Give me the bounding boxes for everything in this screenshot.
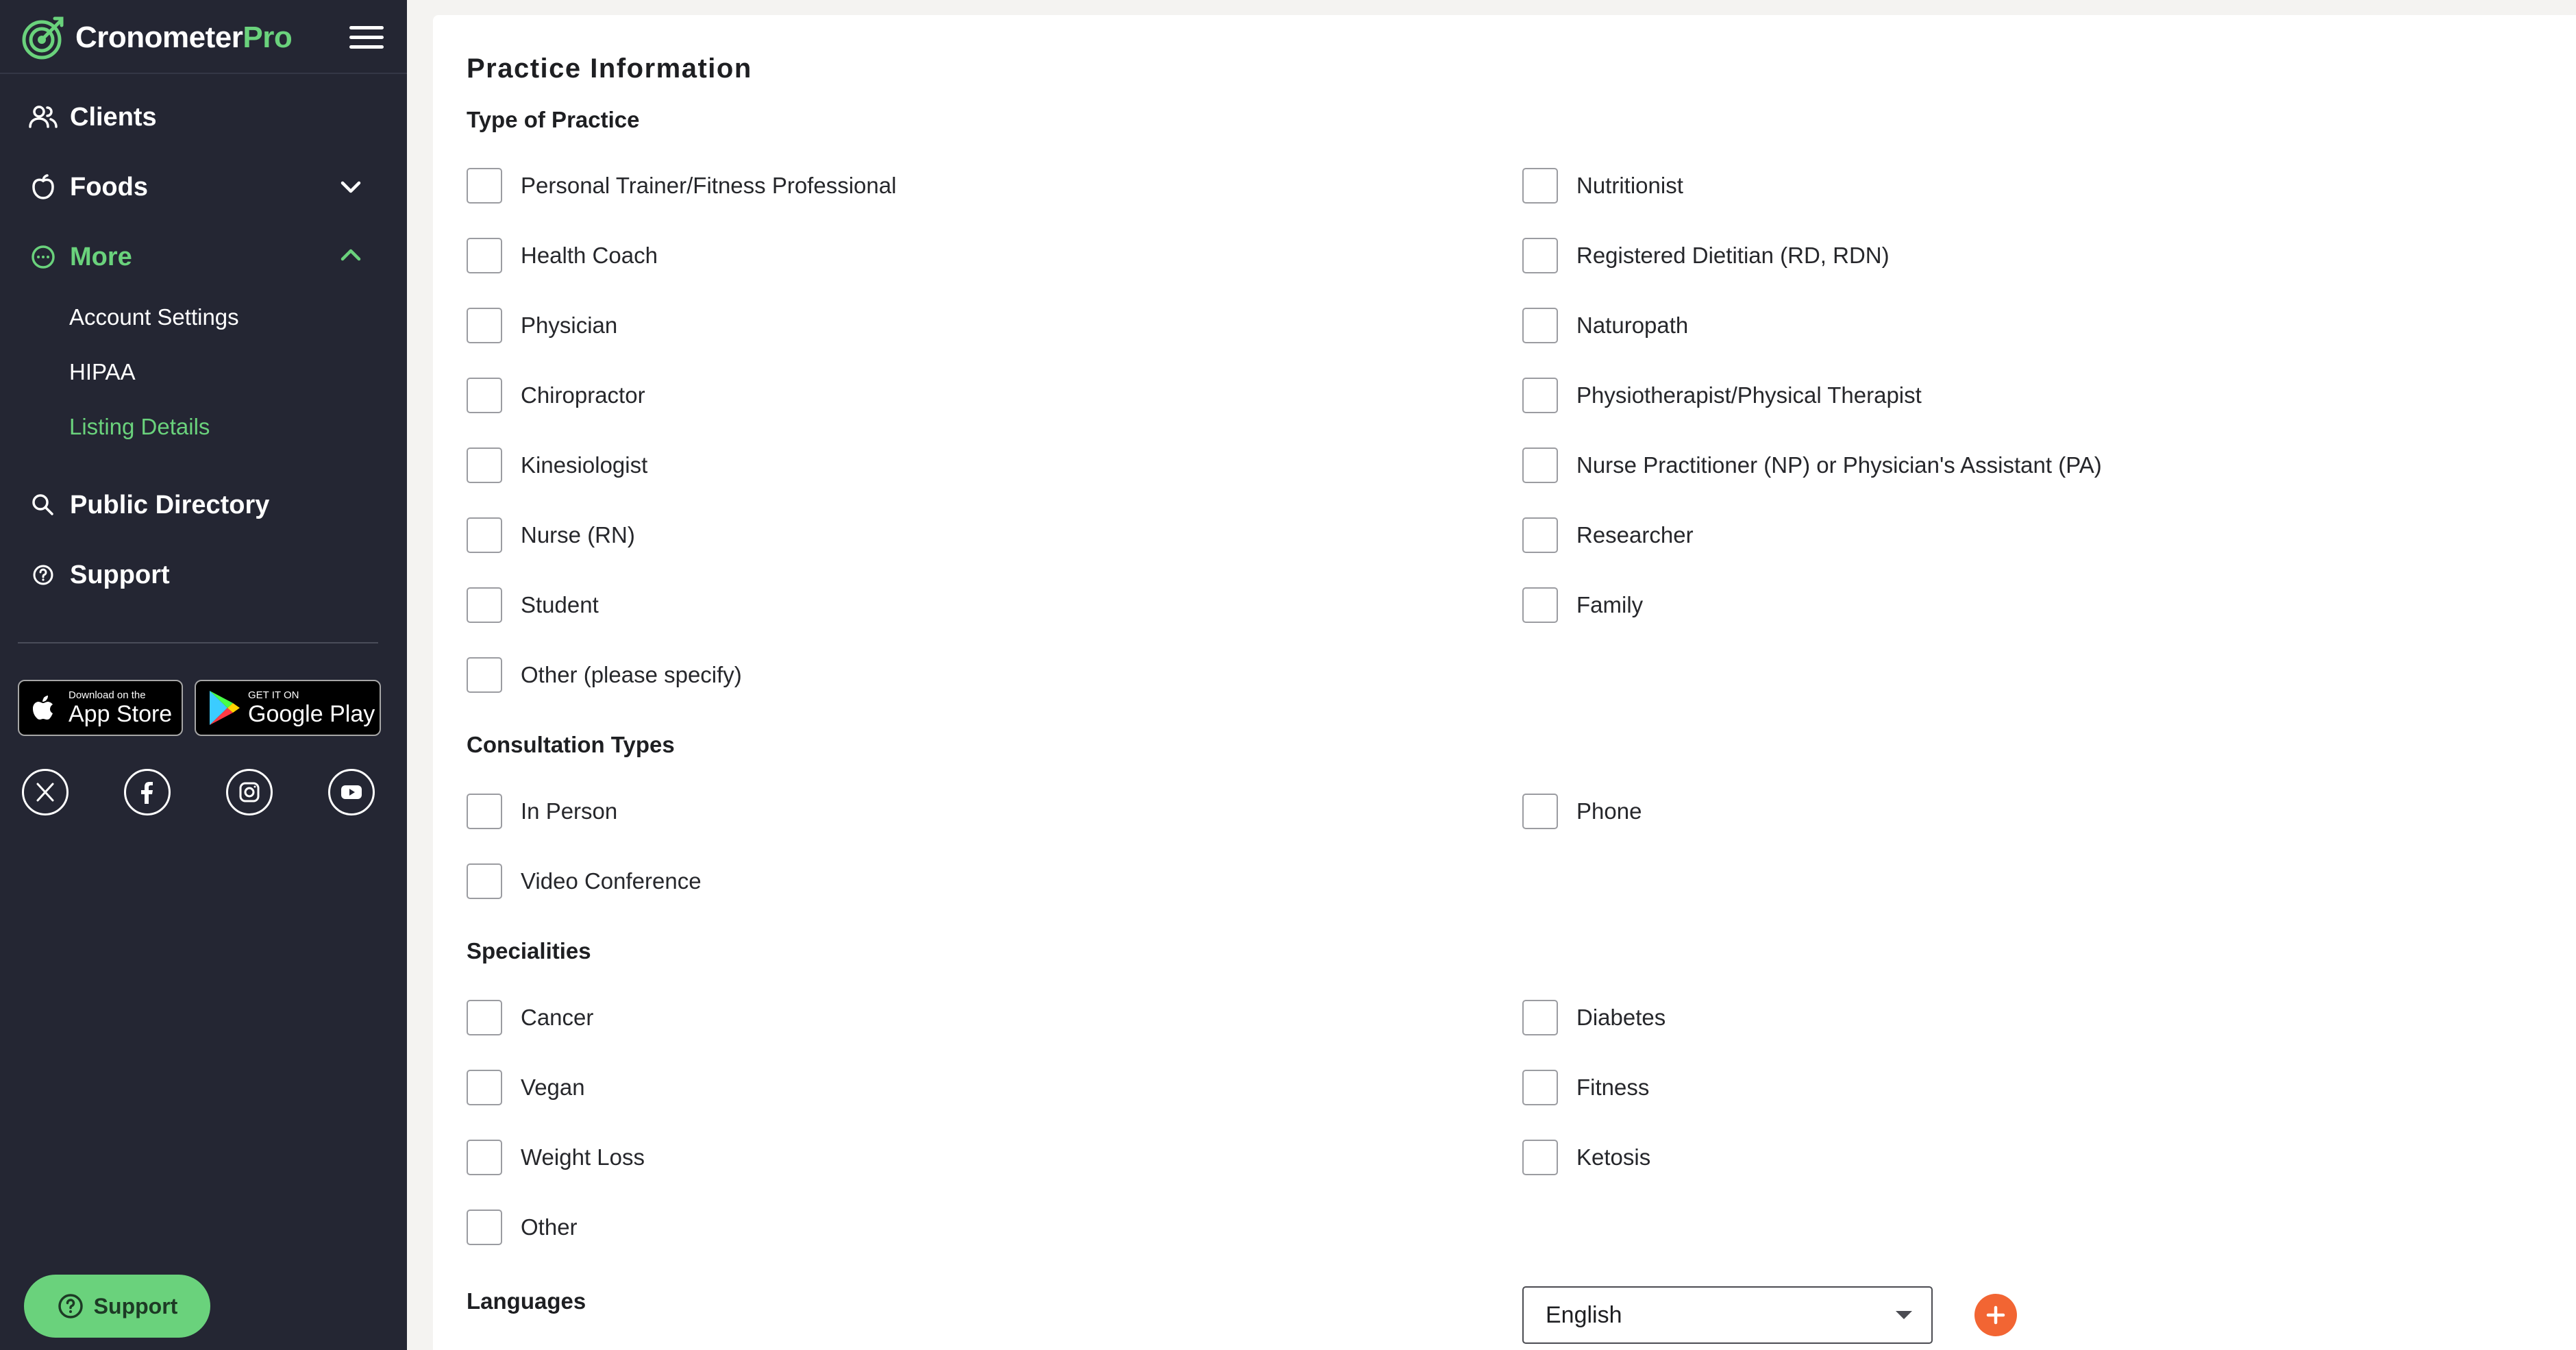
checkbox-box[interactable] xyxy=(467,587,502,623)
checkbox-box[interactable] xyxy=(467,1140,502,1175)
facebook-icon[interactable] xyxy=(124,769,171,815)
checkbox-phone[interactable] xyxy=(1522,792,1642,831)
subnav-listing-details[interactable]: Listing Details xyxy=(69,414,210,439)
checkbox-label: Vegan xyxy=(521,1075,585,1100)
checkbox-box[interactable] xyxy=(467,1210,502,1245)
checkbox-nutritionist[interactable] xyxy=(1522,167,1683,205)
checkbox-box[interactable] xyxy=(1522,238,1558,273)
google-play-big: Google Play xyxy=(248,701,375,727)
checkbox-video-conference[interactable] xyxy=(467,862,702,900)
chevron-down-icon[interactable] xyxy=(336,172,366,202)
checkbox-box[interactable] xyxy=(467,308,502,343)
caret-down-icon xyxy=(1896,1311,1912,1319)
app-store-badge[interactable] xyxy=(18,680,183,736)
checkbox-box[interactable] xyxy=(467,794,502,829)
subnav-hipaa[interactable]: HIPAA xyxy=(69,359,136,384)
x-twitter-icon[interactable] xyxy=(22,769,69,815)
support-button-label: Support xyxy=(93,1293,178,1318)
app-store-text xyxy=(69,690,172,726)
sidebar xyxy=(0,0,407,1350)
checkbox-diabetes[interactable] xyxy=(1522,998,1665,1037)
checkbox-box[interactable] xyxy=(1522,168,1558,204)
sidebar-item-label: Foods xyxy=(70,172,148,201)
google-play-icon xyxy=(206,688,243,728)
checkbox-box[interactable] xyxy=(467,517,502,553)
checkbox-box[interactable] xyxy=(467,447,502,483)
checkbox-box[interactable] xyxy=(1522,378,1558,413)
sidebar-item-foods[interactable] xyxy=(27,167,148,208)
checkbox-box[interactable] xyxy=(1522,447,1558,483)
checkbox-box[interactable] xyxy=(1522,517,1558,553)
brand-divider xyxy=(0,73,407,74)
checkbox-label: Naturopath xyxy=(1576,312,1689,338)
checkbox-other-speciality[interactable] xyxy=(467,1208,578,1247)
checkbox-chiropractor[interactable] xyxy=(467,376,645,415)
checkbox-box[interactable] xyxy=(1522,1140,1558,1175)
checkbox-personal-trainer[interactable] xyxy=(467,167,896,205)
checkbox-box[interactable] xyxy=(1522,1000,1558,1035)
help-icon xyxy=(57,1292,84,1320)
chevron-up-icon[interactable] xyxy=(336,240,366,270)
section-specialities: Specialities xyxy=(467,938,591,964)
checkbox-box[interactable] xyxy=(467,378,502,413)
google-play-small: GET IT ON xyxy=(248,689,299,701)
checkbox-label: Nurse Practitioner (NP) or Physician's Assistant (PA) xyxy=(1576,452,2102,478)
section-consultation-types: Consultation Types xyxy=(467,732,675,757)
brand-logo[interactable] xyxy=(21,14,292,62)
checkbox-label: Kinesiologist xyxy=(521,452,648,478)
sidebar-item-support[interactable] xyxy=(27,554,170,596)
checkbox-label: Cancer xyxy=(521,1005,594,1030)
checkbox-kinesiologist[interactable] xyxy=(467,446,647,484)
checkbox-box[interactable] xyxy=(467,1000,502,1035)
checkbox-label: Weight Loss xyxy=(521,1144,645,1170)
checkbox-fitness[interactable] xyxy=(1522,1068,1649,1107)
section-languages: Languages xyxy=(467,1288,586,1314)
checkbox-label: Nurse (RN) xyxy=(521,522,635,548)
checkbox-box[interactable] xyxy=(1522,308,1558,343)
checkbox-physiotherapist[interactable] xyxy=(1522,376,1922,415)
checkbox-vegan[interactable] xyxy=(467,1068,585,1107)
checkbox-family[interactable] xyxy=(1522,586,1643,624)
sidebar-item-label: More xyxy=(70,242,132,271)
sidebar-item-public-directory[interactable] xyxy=(27,484,269,526)
checkbox-label: Other xyxy=(521,1214,578,1240)
checkbox-label: Health Coach xyxy=(521,243,658,268)
checkbox-label: Family xyxy=(1576,592,1644,617)
checkbox-box[interactable] xyxy=(467,1070,502,1105)
sidebar-item-label: Support xyxy=(70,560,170,589)
checkbox-box[interactable] xyxy=(467,168,502,204)
brand-name: CronometerPro xyxy=(75,21,293,54)
page-title: Practice Information xyxy=(467,53,752,84)
users-icon xyxy=(27,101,59,133)
checkbox-box[interactable] xyxy=(1522,794,1558,829)
checkbox-box[interactable] xyxy=(467,863,502,899)
section-type-of-practice: Type of Practice xyxy=(467,107,640,132)
checkbox-weight-loss[interactable] xyxy=(467,1138,645,1177)
cronometer-logo-icon xyxy=(21,14,67,61)
subnav-account-settings[interactable]: Account Settings xyxy=(69,304,239,330)
checkbox-other-practice[interactable] xyxy=(467,656,742,694)
more-icon xyxy=(27,241,59,273)
sidebar-item-clients[interactable] xyxy=(27,97,157,138)
sidebar-item-more[interactable] xyxy=(27,236,132,278)
app-store-big: App Store xyxy=(69,701,173,727)
checkbox-label: Chiropractor xyxy=(521,382,645,408)
checkbox-label: Phone xyxy=(1576,798,1642,824)
checkbox-label: Researcher xyxy=(1576,522,1694,548)
google-play-badge[interactable] xyxy=(195,680,381,736)
checkbox-nurse-rn[interactable] xyxy=(467,516,635,554)
help-icon xyxy=(27,559,59,591)
checkbox-box[interactable] xyxy=(1522,587,1558,623)
practice-information-card xyxy=(433,15,2576,1350)
add-language-button[interactable] xyxy=(1974,1294,2017,1336)
support-chat-button[interactable] xyxy=(24,1275,210,1338)
checkbox-box[interactable] xyxy=(1522,1070,1558,1105)
checkbox-researcher[interactable] xyxy=(1522,516,1694,554)
checkbox-registered-dietitian[interactable] xyxy=(1522,236,1890,275)
brand-suffix: Pro xyxy=(243,21,293,54)
youtube-icon[interactable] xyxy=(328,769,375,815)
checkbox-box[interactable] xyxy=(467,238,502,273)
google-play-text xyxy=(248,690,375,726)
checkbox-health-coach[interactable] xyxy=(467,236,658,275)
checkbox-cancer[interactable] xyxy=(467,998,593,1037)
hamburger-menu-icon[interactable] xyxy=(349,26,384,53)
checkbox-label: Student xyxy=(521,592,599,617)
sidebar-item-label: Clients xyxy=(70,102,157,132)
apple-icon xyxy=(27,171,59,203)
checkbox-physician[interactable] xyxy=(467,306,617,345)
checkbox-label: In Person xyxy=(521,798,618,824)
checkbox-ketosis[interactable] xyxy=(1522,1138,1650,1177)
sidebar-item-label: Public Directory xyxy=(70,490,270,519)
checkbox-label: Video Conference xyxy=(521,868,702,894)
checkbox-nurse-practitioner[interactable] xyxy=(1522,446,2102,484)
checkbox-label: Other (please specify) xyxy=(521,662,742,687)
sidebar-divider xyxy=(18,642,378,643)
plus-icon xyxy=(1984,1303,2007,1327)
instagram-icon[interactable] xyxy=(226,769,273,815)
checkbox-label: Diabetes xyxy=(1576,1005,1666,1030)
checkbox-label: Fitness xyxy=(1576,1075,1650,1100)
checkbox-label: Personal Trainer/Fitness Professional xyxy=(521,173,897,198)
checkbox-naturopath[interactable] xyxy=(1522,306,1688,345)
checkbox-label: Physiotherapist/Physical Therapist xyxy=(1576,382,1922,408)
checkbox-label: Registered Dietitian (RD, RDN) xyxy=(1576,243,1890,268)
language-select[interactable] xyxy=(1522,1286,1933,1344)
checkbox-label: Nutritionist xyxy=(1576,173,1683,198)
apple-logo-icon xyxy=(27,690,63,726)
checkbox-student[interactable] xyxy=(467,586,599,624)
checkbox-label: Physician xyxy=(521,312,618,338)
checkbox-in-person[interactable] xyxy=(467,792,617,831)
checkbox-box[interactable] xyxy=(467,657,502,693)
language-select-value: English xyxy=(1546,1301,1622,1328)
search-icon xyxy=(27,489,59,521)
app-store-small: Download on the xyxy=(69,689,146,701)
checkbox-label: Ketosis xyxy=(1576,1144,1651,1170)
